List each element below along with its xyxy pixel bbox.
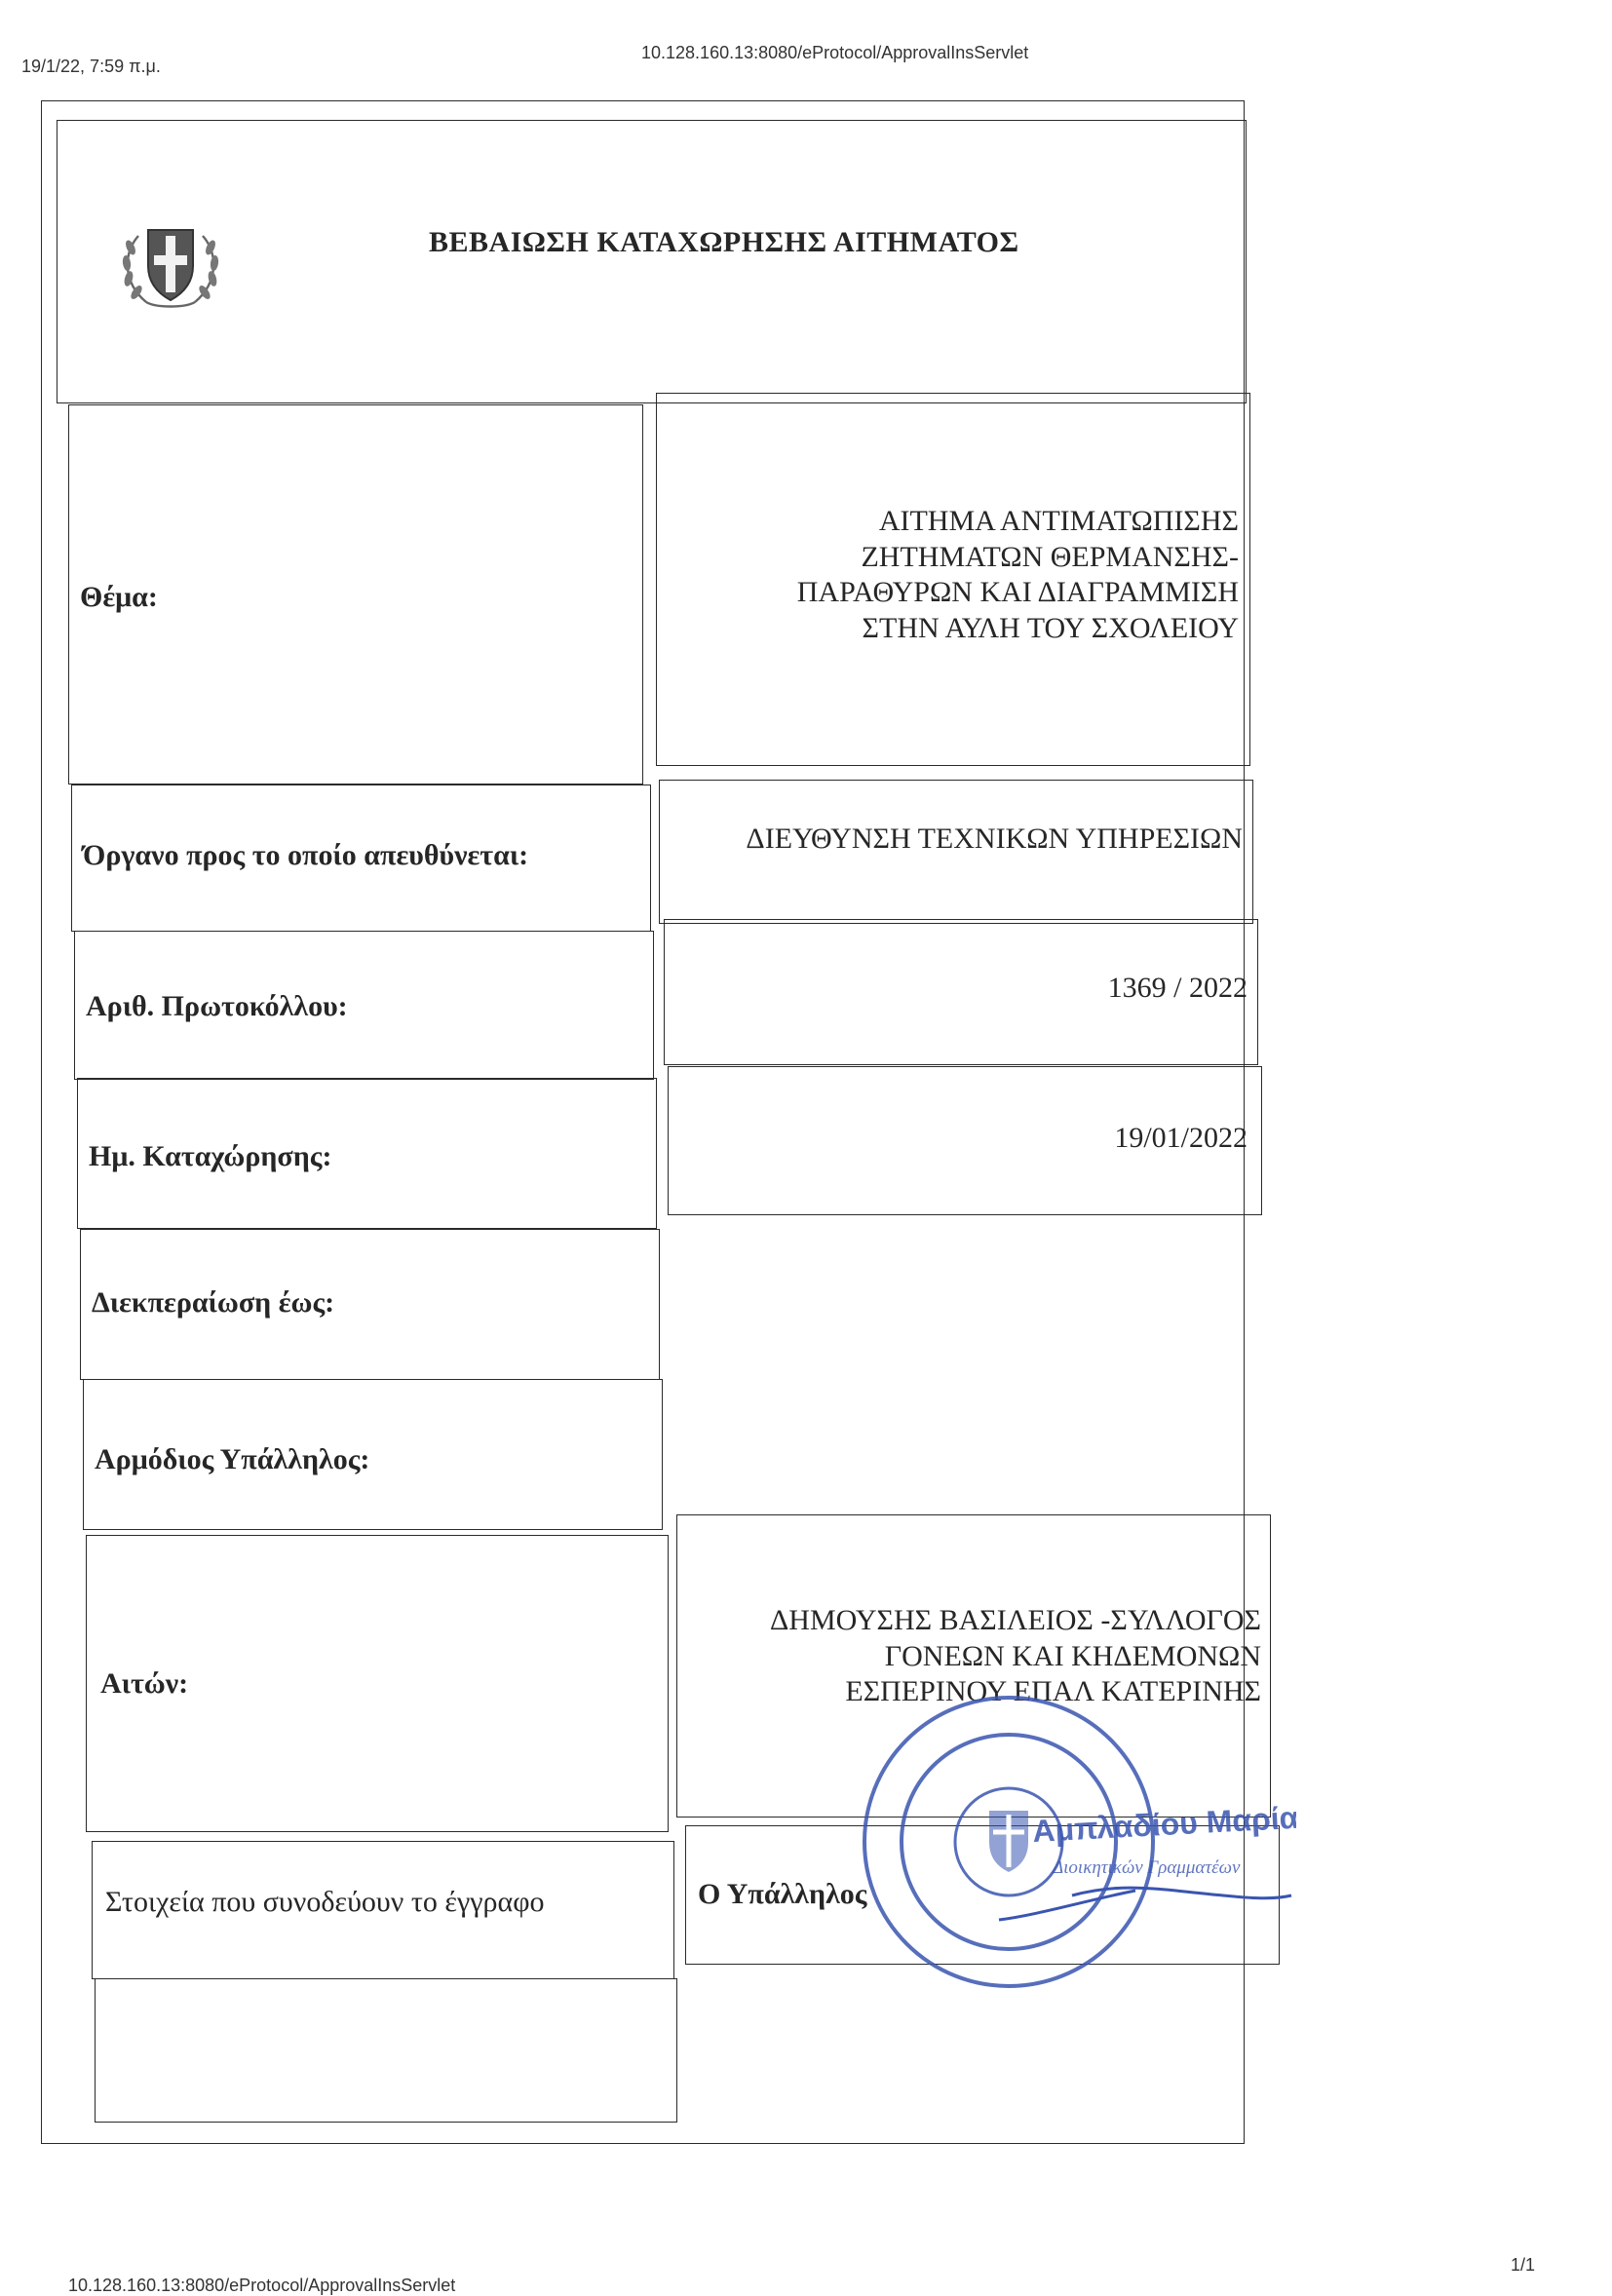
- attachments-empty-cell: [95, 1978, 677, 2123]
- applicant-value-line: ΓΟΝΕΩΝ ΚΑΙ ΚΗΔΕΜΟΝΩΝ: [884, 1639, 1261, 1672]
- protocol-number-value: 1369 / 2022: [1107, 972, 1247, 1004]
- title-block: [57, 120, 1247, 403]
- attachments-label: Στοιχεία που συνοδεύουν το έγγραφο: [105, 1886, 545, 1918]
- responsible-employee-label: Αρμόδιος Υπάλληλος:: [95, 1443, 370, 1475]
- applicant-value: [676, 1603, 1261, 1710]
- greek-coat-of-arms-icon: [117, 212, 224, 315]
- print-url-footer: 10.128.160.13:8080/eProtocol/ApprovalInsServlet: [68, 2276, 456, 2295]
- addressee-label: Όργανο προς το οποίο απευθύνεται:: [83, 839, 529, 871]
- applicant-label: Αιτών:: [100, 1667, 189, 1700]
- registration-date-label: Ημ. Καταχώρησης:: [89, 1140, 332, 1172]
- document-title: ΒΕΒΑΙΩΣΗ ΚΑΤΑΧΩΡΗΣΗΣ ΑΙΤΗΜΑΤΟΣ: [429, 226, 1019, 258]
- subject-value-line: ΣΤΗΝ ΑΥΛΗ ΤΟΥ ΣΧΟΛΕΙΟΥ: [862, 611, 1239, 644]
- page-number: 1/1: [1511, 2255, 1536, 2275]
- subject-value-line: ΑΙΤΗΜΑ ΑΝΤΙΜΑΤΩΠΙΣΗΣ: [878, 505, 1239, 537]
- subject-value: [673, 504, 1239, 646]
- processing-until-label: Διεκπεραίωση έως:: [92, 1286, 335, 1319]
- svg-text:Αμπλαδίου Μαρία: Αμπλαδίου Μαρία: [1031, 1799, 1296, 1849]
- subject-value-line: ΖΗΤΗΜΑΤΩΝ ΘΕΡΜΑΝΣΗΣ-: [861, 540, 1239, 573]
- applicant-value-line: ΕΣΠΕΡΙΝΟΥ ΕΠΑΛ ΚΑΤΕΡΙΝΗΣ: [845, 1675, 1261, 1708]
- addressee-value: ΔΙΕΥΘΥΝΣΗ ΤΕΧΝΙΚΩΝ ΥΠΗΡΕΣΙΩΝ: [746, 823, 1243, 855]
- svg-text:Διοικητικών Γραμματέων: Διοικητικών Γραμματέων: [1053, 1857, 1241, 1878]
- subject-value-line: ΠΑΡΑΘΥΡΩΝ ΚΑΙ ΔΙΑΓΡΑΜΜΙΣΗ: [796, 576, 1239, 609]
- official-stamp: [843, 1696, 1296, 1998]
- print-url-header: 10.128.160.13:8080/eProtocol/ApprovalInsServlet: [641, 43, 1029, 62]
- employee-label: Ο Υπάλληλος: [698, 1878, 867, 1910]
- print-datetime: 19/1/22, 7:59 π.μ.: [21, 57, 161, 76]
- applicant-value-line: ΔΗΜΟΥΣΗΣ ΒΑΣΙΛΕΙΟΣ -ΣΥΛΛΟΓΟΣ: [770, 1604, 1261, 1636]
- protocol-number-label: Αριθ. Πρωτοκόλλου:: [86, 990, 348, 1022]
- registration-date-value: 19/01/2022: [1114, 1122, 1247, 1154]
- subject-label: Θέμα:: [80, 581, 158, 613]
